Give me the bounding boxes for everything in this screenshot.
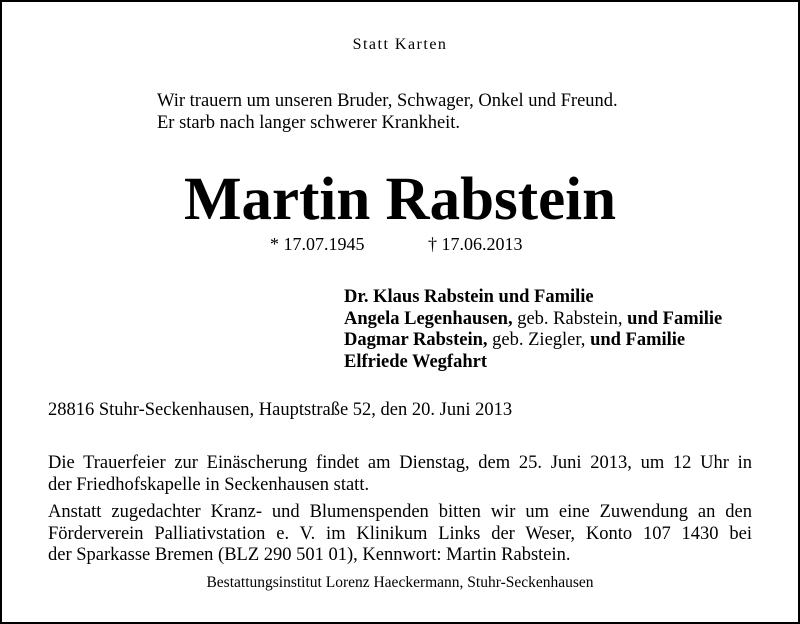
family-note: geb. Ziegler, bbox=[487, 330, 591, 350]
family-line bbox=[344, 287, 722, 309]
intro-line: Er starb nach langer schwerer Krankheit. bbox=[157, 113, 461, 133]
family-name: Angela Legenhausen, bbox=[344, 308, 513, 329]
family-name: Dr. Klaus Rabstein und Familie bbox=[344, 287, 594, 307]
donation-line: Anstatt zugedachter Kranz- und Blumenspenden bitten wir um eine Zuwendung an den bbox=[48, 502, 752, 522]
family-line bbox=[344, 330, 722, 352]
donation-line: der Sparkasse Bremen (BLZ 290 501 01), Kennwort: Martin Rabstein. bbox=[48, 545, 571, 565]
family-name: Dagmar Rabstein, bbox=[344, 330, 488, 350]
donation-line: Förderverein Palliativstation e. V. im Klinikum Links der Weser, Konto 107 1430 bei bbox=[48, 523, 752, 544]
family-line bbox=[344, 309, 722, 331]
intro-line: Wir trauern um unseren Bruder, Schwager, Onkel und Freund. bbox=[157, 91, 618, 111]
ceremony-line: Die Trauerfeier zur Einäscherung findet am Dienstag, dem 25. Juni 2013, um 12 Uhr in bbox=[48, 453, 752, 473]
ceremony-paragraph bbox=[48, 453, 752, 496]
funeral-home: Bestattungsinstitut Lorenz Haeckermann, Stuhr-Seckenhausen bbox=[206, 574, 594, 591]
birth-date: * 17.07.1945 bbox=[270, 234, 365, 254]
place-date: 28816 Stuhr-Seckenhausen, Hauptstraße 52, den 20. Juni 2013 bbox=[48, 400, 513, 420]
header-text: Statt Karten bbox=[352, 36, 448, 53]
family-note: geb. Rabstein, bbox=[512, 308, 628, 329]
family-suffix: und Familie bbox=[590, 330, 686, 350]
intro-text bbox=[157, 90, 618, 134]
family-line bbox=[344, 352, 722, 374]
death-date: † 17.06.2013 bbox=[428, 234, 523, 254]
family-suffix: und Familie bbox=[627, 308, 723, 329]
family-name: Elfriede Wegfahrt bbox=[344, 351, 488, 372]
ceremony-line: der Friedhofskapelle in Seckenhausen statt. bbox=[48, 474, 370, 495]
donation-paragraph bbox=[48, 502, 752, 567]
family-list bbox=[344, 287, 722, 373]
deceased-name: Martin Rabstein bbox=[183, 166, 617, 233]
